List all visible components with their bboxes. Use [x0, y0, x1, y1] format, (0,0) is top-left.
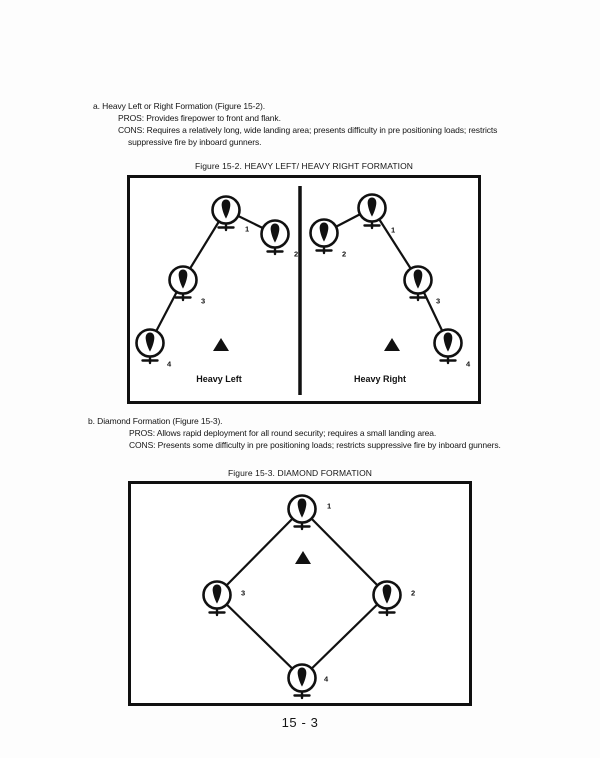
helicopter-symbol-icon: [374, 582, 416, 616]
paragraph-a-cons: CONS: Requires a relatively long, wide landing area; presents difficulty in pre positioning loads; restricts: [118, 124, 498, 135]
paragraph-b-pros: PROS: Allows rapid deployment for all round security; requires a small landing area.: [129, 427, 437, 438]
paragraph-a-cons-continued: suppressive fire by inboard gunners.: [128, 136, 262, 147]
paragraph-b: [88, 416, 501, 452]
formation-link-line: [302, 509, 387, 595]
landing-zone-marker-icon: [384, 338, 400, 351]
page-number: 15 - 3: [281, 715, 319, 730]
figure-15-2-diagram: [127, 175, 481, 404]
figure-15-3-diagram: [128, 481, 472, 706]
position-number: 3: [241, 588, 246, 598]
helicopter-symbol-icon: [204, 582, 246, 616]
helicopter-symbol-icon: [213, 197, 250, 234]
panel-label: Heavy Left: [196, 374, 242, 384]
landing-zone-marker-icon: [295, 551, 311, 564]
helicopter-symbol-icon: [435, 330, 472, 369]
figure-15-3-caption: Figure 15-3. DIAMOND FORMATION: [227, 467, 373, 478]
position-number: 2: [342, 249, 347, 259]
position-number: 1: [327, 501, 332, 511]
position-number: 3: [201, 296, 206, 306]
paragraph-a-heading: a. Heavy Left or Right Formation (Figure 15-2).: [93, 101, 265, 111]
helicopter-symbol-icon: [405, 267, 441, 306]
position-number: 4: [324, 674, 329, 684]
paragraph-a-pros: PROS: Provides firepower to front and flank.: [118, 112, 281, 123]
paragraph-b-heading: b. Diamond Formation (Figure 15-3).: [88, 416, 223, 426]
helicopter-symbol-icon: [289, 496, 332, 530]
landing-zone-marker-icon: [213, 338, 229, 351]
formation-link-line: [217, 595, 302, 678]
position-number: 4: [466, 359, 471, 369]
formation-link-line: [217, 509, 302, 595]
helicopter-symbol-icon: [170, 267, 206, 306]
position-number: 2: [411, 588, 416, 598]
helicopter-symbol-icon: [262, 221, 299, 259]
position-number: 1: [245, 224, 250, 234]
helicopter-symbol-icon: [137, 330, 173, 369]
paragraph-a: [93, 101, 497, 149]
helicopter-symbol-icon: [359, 195, 396, 235]
formation-link-line: [302, 595, 387, 678]
position-number: 4: [167, 359, 172, 369]
panel-label: Heavy Right: [353, 374, 407, 384]
figure-15-2-caption: Figure 15-2. HEAVY LEFT/ HEAVY RIGHT FORMATION: [194, 160, 414, 171]
position-number: 1: [391, 225, 396, 235]
position-number: 3: [436, 296, 441, 306]
paragraph-b-cons: CONS: Presents some difficulty in pre positioning loads; restricts suppressive fire by inboard gunners.: [129, 439, 501, 450]
position-number: 2: [294, 249, 299, 259]
helicopter-symbol-icon: [289, 665, 330, 699]
